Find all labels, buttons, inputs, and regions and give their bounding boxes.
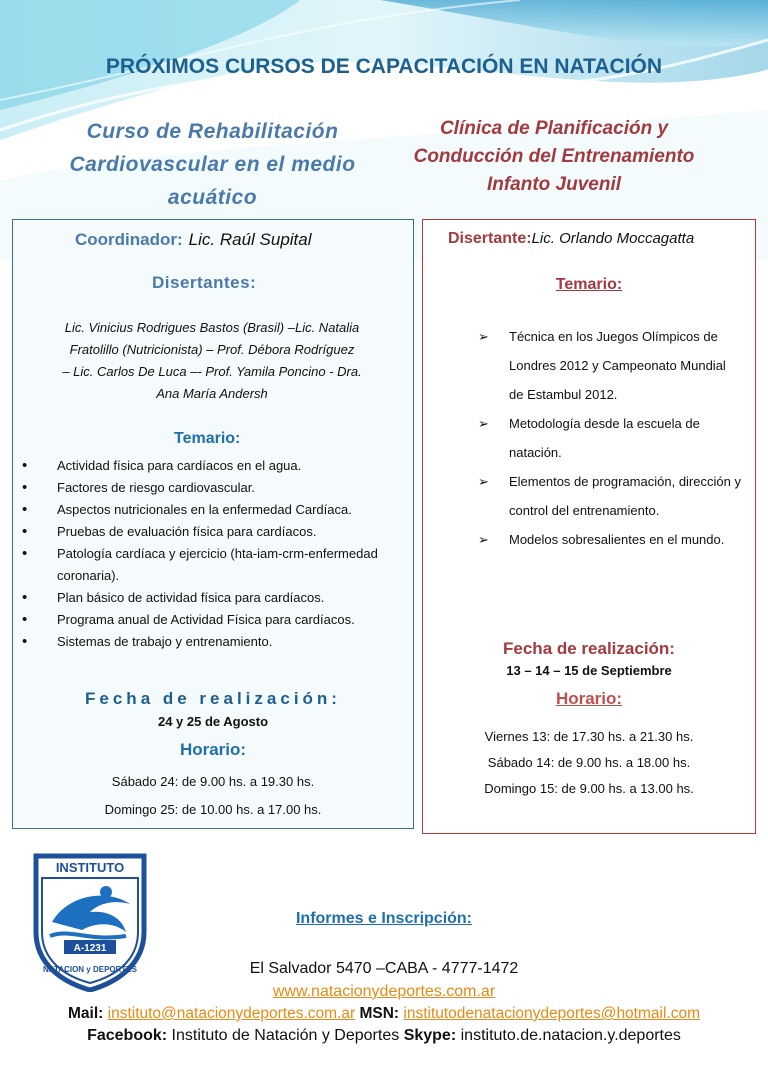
msn-label: MSN:	[359, 1005, 400, 1022]
schedule-line: Domingo 25: de 10.00 hs. a 17.00 hs.	[104, 802, 322, 817]
speaker-right	[448, 230, 694, 248]
skype-value: instituto.de.natacion.y.deportes	[460, 1027, 681, 1044]
logo-code: A-1231	[73, 943, 107, 954]
facebook-label: Facebook:	[87, 1027, 168, 1044]
list-item: ➢ Metodología desde la escuela de natación.	[478, 409, 743, 467]
topics-left-label: Temario:	[174, 430, 241, 447]
speaker-right-label: Disertante:	[448, 230, 532, 247]
msn-link[interactable]: institutodenatacionydeportes@hotmail.com	[403, 1005, 700, 1022]
course-right-title-line: Conducción del Entrenamiento	[413, 146, 695, 167]
speakers-line: Lic. Vinicius Rodrigues Bastos (Brasil) –Lic. Natalia	[64, 320, 360, 335]
date-right-label: Fecha de realización:	[503, 639, 675, 658]
topics-right-list	[478, 322, 743, 554]
speakers-label: Disertantes:	[152, 273, 257, 292]
list-item: • Pruebas de evaluación física para cardíacos.	[22, 521, 407, 543]
speakers-line: Fratolillo (Nutricionista) – Prof. Débora Rodríguez	[69, 342, 355, 357]
course-left-title	[40, 115, 385, 214]
speaker-right-name: Lic. Orlando Moccagatta	[531, 230, 695, 247]
schedule-left	[12, 768, 414, 824]
date-left-label: Fecha de realización:	[85, 689, 341, 708]
speakers-line: Ana María Andersh	[156, 386, 268, 401]
list-item: • Sistemas de trabajo y entrenamiento.	[22, 631, 407, 653]
schedule-left-label: Horario:	[179, 740, 247, 759]
list-item: ➢ Técnica en los Juegos Olímpicos de Londres 2012 y Campeonato Mundial de Estambul 2012.	[478, 322, 743, 409]
course-left-title-line: Cardiovascular en el medio	[69, 153, 356, 176]
schedule-line: Sábado 24: de 9.00 hs. a 19.30 hs.	[111, 774, 315, 789]
skype-label: Skype:	[403, 1027, 457, 1044]
course-right-title-line: Clínica de Planificación y	[439, 118, 669, 139]
contact-title: Informes e Inscripción:	[295, 910, 473, 927]
topics-right-label: Temario:	[555, 276, 623, 293]
schedule-line: Viernes 13: de 17.30 hs. a 21.30 hs.	[484, 729, 694, 744]
schedule-right-label: Horario:	[555, 689, 623, 708]
date-left: 24 y 25 de Agosto	[157, 714, 269, 729]
website-link[interactable]: www.natacionydeportes.com.ar	[272, 983, 496, 1000]
facebook-value: Instituto de Natación y Deportes	[171, 1027, 400, 1044]
list-item: • Patología cardíaca y ejercicio (hta-iam-crm-enfermedad coronaria).	[22, 543, 407, 587]
schedule-right	[422, 724, 756, 802]
social-line	[0, 1027, 768, 1045]
list-item: • Plan básico de actividad física para cardíacos.	[22, 587, 407, 609]
list-item: • Aspectos nutricionales en la enfermedad Cardíaca.	[22, 499, 407, 521]
course-left-title-line: Curso de Rehabilitación	[86, 120, 339, 143]
list-item: • Actividad física para cardíacos en el agua.	[22, 455, 407, 477]
list-item: • Factores de riesgo cardiovascular.	[22, 477, 407, 499]
course-right-title-line: Infanto Juvenil	[486, 174, 622, 195]
course-right-title	[395, 115, 713, 199]
mail-link[interactable]: instituto@natacionydeportes.com.ar	[107, 1005, 356, 1022]
logo-bottom-text: NATACION y DEPORTES	[43, 965, 137, 974]
course-left-title-line: acuático	[167, 186, 258, 209]
schedule-line: Domingo 15: de 9.00 hs. a 13.00 hs.	[484, 781, 694, 796]
list-item: ➢ Modelos sobresalientes en el mundo.	[478, 525, 743, 554]
speakers-line: – Lic. Carlos De Luca –- Prof. Yamila Poncino - Dra.	[62, 364, 362, 379]
coordinator	[75, 230, 312, 250]
coordinator-name: Lic. Raúl Supital	[188, 230, 312, 249]
list-item: ➢ Elementos de programación, dirección y control del entrenamiento.	[478, 467, 743, 525]
contact-address: El Salvador 5470 –CABA - 4777-1472	[249, 960, 519, 977]
schedule-line: Sábado 14: de 9.00 hs. a 18.00 hs.	[487, 755, 691, 770]
coordinator-label: Coordinador:	[75, 230, 183, 249]
mail-label: Mail:	[68, 1005, 104, 1022]
list-item: • Programa anual de Actividad Física para cardíacos.	[22, 609, 407, 631]
mail-line	[0, 1005, 768, 1023]
topics-left-list	[22, 455, 407, 653]
logo-top-text: INSTITUTO	[55, 860, 125, 875]
speakers-list	[20, 317, 404, 405]
date-right: 13 – 14 – 15 de Septiembre	[506, 663, 672, 678]
page-title: PRÓXIMOS CURSOS DE CAPACITACIÓN EN NATACIÓN	[105, 55, 663, 78]
